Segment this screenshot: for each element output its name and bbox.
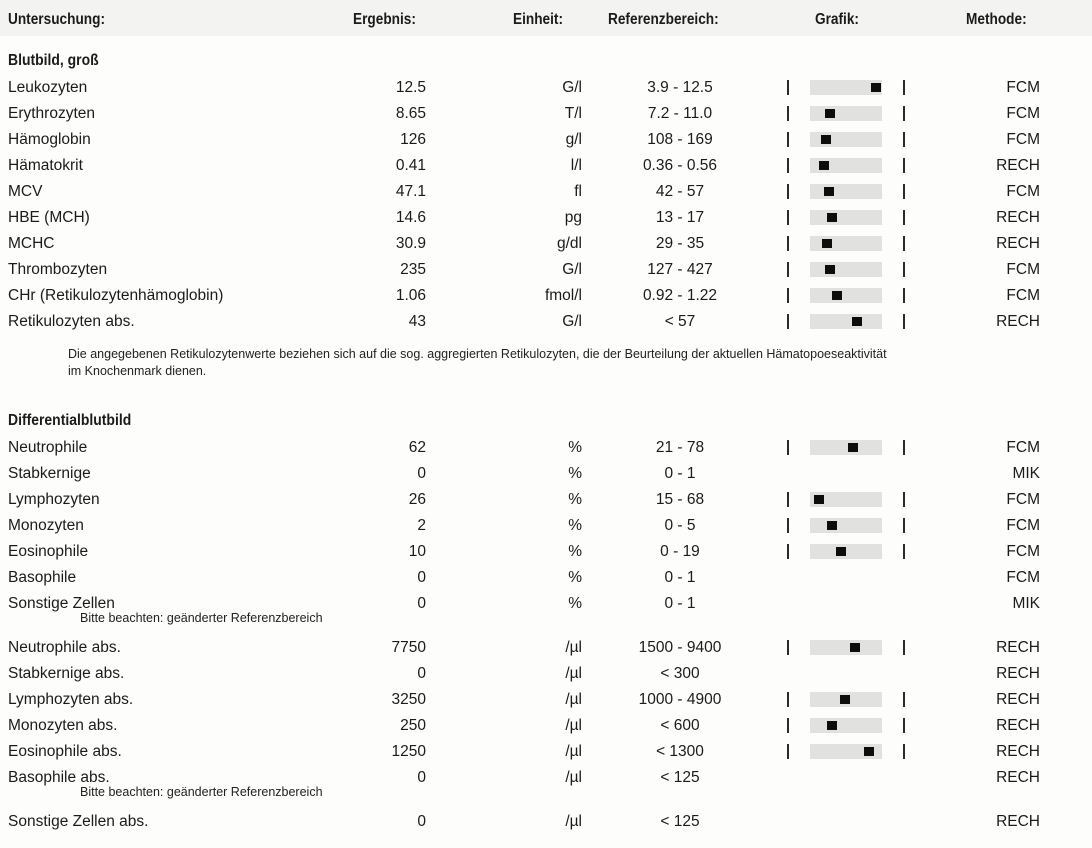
range-bar-right-tick <box>903 744 905 759</box>
row-test-name: Basophile abs. <box>8 769 110 786</box>
row-unit: fmol/l <box>544 287 582 304</box>
row-unit: g/l <box>565 131 582 148</box>
row-reference-range: < 57 <box>664 313 696 330</box>
row-method: RECH <box>996 665 1040 682</box>
row-unit: g/dl <box>557 235 582 252</box>
row-unit: /µl <box>565 813 582 830</box>
row-reference-range: 1500 - 9400 <box>638 639 722 656</box>
row-reference-range: 0 - 5 <box>664 517 696 534</box>
range-bar-right-tick <box>903 544 905 559</box>
row-result-value: 0 <box>417 813 426 830</box>
table-row <box>0 230 1092 256</box>
row-result-value: 47.1 <box>395 183 426 200</box>
range-bar-marker <box>822 239 832 248</box>
range-bar-marker <box>819 161 829 170</box>
row-unit: % <box>568 569 582 586</box>
row-result-value: 0 <box>417 665 426 682</box>
row-method: FCM <box>1006 79 1040 96</box>
range-bar-left-tick <box>787 184 789 199</box>
range-bar-track <box>810 518 882 533</box>
range-bar-right-tick <box>903 640 905 655</box>
range-bar-marker <box>827 721 837 730</box>
row-unit: % <box>568 595 582 612</box>
row-result-value: 12.5 <box>395 79 426 96</box>
section-title: Differentialblutbild <box>8 412 132 429</box>
row-reference-range: 0 - 19 <box>660 543 700 560</box>
range-bar-track <box>810 314 882 329</box>
row-test-name: MCHC <box>8 235 55 252</box>
row-test-name: Hämatokrit <box>8 157 83 174</box>
row-method: RECH <box>996 235 1040 252</box>
range-bar-track <box>810 440 882 455</box>
range-bar-left-tick <box>787 544 789 559</box>
table-row <box>0 256 1092 282</box>
range-bar-left-tick <box>787 210 789 225</box>
row-unit: /µl <box>565 639 582 656</box>
row-unit: % <box>568 491 582 508</box>
row-method: FCM <box>1006 543 1040 560</box>
range-bar-marker <box>825 265 835 274</box>
row-note: Bitte beachten: geänderter Referenzbereich <box>80 611 323 625</box>
row-method: FCM <box>1006 439 1040 456</box>
row-test-name: Monozyten abs. <box>8 717 118 734</box>
row-result-value: 10 <box>408 543 426 560</box>
row-reference-range: 108 - 169 <box>647 131 713 148</box>
table-row <box>0 712 1092 738</box>
section-note: Die angegebenen Retikulozytenwerte beziehen sich auf die sog. aggregierten Retikulozyten, die der Beurteilung der aktuellen Hämatopoeseaktivität im Knochenmark dienen. <box>68 347 887 378</box>
header-methode: Methode: <box>966 11 1027 28</box>
range-bar-left-tick <box>787 132 789 147</box>
row-unit: T/l <box>564 105 582 122</box>
range-bar-right-tick <box>903 288 905 303</box>
range-bar-right-tick <box>903 132 905 147</box>
row-test-name: Lymphozyten <box>8 491 100 508</box>
range-bar-left-tick <box>787 288 789 303</box>
row-method: RECH <box>996 743 1040 760</box>
range-bar-track <box>810 640 882 655</box>
row-reference-range: 0 - 1 <box>664 569 696 586</box>
range-bar-marker <box>852 317 862 326</box>
range-bar-marker <box>836 547 846 556</box>
row-test-name: MCV <box>8 183 43 200</box>
table-row <box>0 126 1092 152</box>
row-reference-range: 0 - 1 <box>664 595 696 612</box>
row-result-value: 1250 <box>391 743 426 760</box>
row-unit: l/l <box>570 157 582 174</box>
row-reference-range: 29 - 35 <box>655 235 705 252</box>
row-result-value: 14.6 <box>395 209 426 226</box>
table-row <box>0 486 1092 512</box>
row-test-name: Sonstige Zellen <box>8 595 115 612</box>
range-bar-marker <box>827 521 837 530</box>
range-bar-marker <box>848 443 858 452</box>
range-bar-right-tick <box>903 692 905 707</box>
range-bar-marker <box>840 695 850 704</box>
row-method: MIK <box>1012 595 1040 612</box>
range-bar-left-tick <box>787 518 789 533</box>
row-test-name: Stabkernige <box>8 465 91 482</box>
section-title: Blutbild, groß <box>8 52 99 69</box>
table-row <box>0 738 1092 764</box>
range-bar-right-tick <box>903 236 905 251</box>
row-result-value: 2 <box>417 517 426 534</box>
row-unit: /µl <box>565 717 582 734</box>
range-bar-left-tick <box>787 492 789 507</box>
row-reference-range: 42 - 57 <box>655 183 705 200</box>
row-unit: % <box>568 439 582 456</box>
table-row <box>0 538 1092 564</box>
row-result-value: 62 <box>408 439 426 456</box>
table-row <box>0 152 1092 178</box>
range-bar-marker <box>832 291 842 300</box>
row-test-name: Thrombozyten <box>8 261 108 278</box>
range-bar-right-tick <box>903 518 905 533</box>
range-bar-left-tick <box>787 640 789 655</box>
range-bar-left-tick <box>787 440 789 455</box>
row-unit: /µl <box>565 665 582 682</box>
row-reference-range: < 600 <box>660 717 700 734</box>
range-bar-left-tick <box>787 106 789 121</box>
row-reference-range: < 300 <box>660 665 700 682</box>
row-test-name: Neutrophile abs. <box>8 639 121 656</box>
range-bar-right-tick <box>903 80 905 95</box>
row-test-name: Lymphozyten abs. <box>8 691 134 708</box>
table-row <box>0 178 1092 204</box>
row-method: FCM <box>1006 517 1040 534</box>
row-method: FCM <box>1006 261 1040 278</box>
row-test-name: Eosinophile <box>8 543 89 560</box>
range-bar-left-tick <box>787 718 789 733</box>
row-unit: G/l <box>562 261 582 278</box>
row-reference-range: 13 - 17 <box>655 209 705 226</box>
range-bar-right-tick <box>903 314 905 329</box>
row-reference-range: 21 - 78 <box>655 439 705 456</box>
row-method: RECH <box>996 717 1040 734</box>
range-bar-marker <box>871 83 881 92</box>
row-result-value: 26 <box>408 491 426 508</box>
row-note: Bitte beachten: geänderter Referenzbereich <box>80 785 323 799</box>
row-method: MIK <box>1012 465 1040 482</box>
row-method: RECH <box>996 157 1040 174</box>
range-bar-right-tick <box>903 210 905 225</box>
range-bar-right-tick <box>903 158 905 173</box>
table-row <box>0 308 1092 334</box>
range-bar-marker <box>864 747 874 756</box>
row-method: FCM <box>1006 287 1040 304</box>
row-result-value: 7750 <box>391 639 426 656</box>
range-bar-track <box>810 544 882 559</box>
row-test-name: HBE (MCH) <box>8 209 90 226</box>
range-bar-track <box>810 262 882 277</box>
row-unit: /µl <box>565 743 582 760</box>
row-result-value: 0 <box>417 465 426 482</box>
table-header <box>0 0 1092 36</box>
row-method: FCM <box>1006 491 1040 508</box>
row-test-name: Retikulozyten abs. <box>8 313 135 330</box>
table-row <box>0 434 1092 460</box>
range-bar-left-tick <box>787 158 789 173</box>
range-bar-marker <box>821 135 831 144</box>
row-result-value: 1.06 <box>395 287 426 304</box>
row-method: FCM <box>1006 183 1040 200</box>
row-test-name: Erythrozyten <box>8 105 96 122</box>
row-reference-range: < 1300 <box>656 743 704 760</box>
table-row <box>0 282 1092 308</box>
row-method: RECH <box>996 813 1040 830</box>
row-test-name: Eosinophile abs. <box>8 743 122 760</box>
range-bar-left-tick <box>787 744 789 759</box>
row-result-value: 250 <box>400 717 426 734</box>
row-method: RECH <box>996 313 1040 330</box>
row-unit: fl <box>574 183 582 200</box>
range-bar-track <box>810 236 882 251</box>
row-unit: % <box>568 465 582 482</box>
row-test-name: Hämoglobin <box>8 131 91 148</box>
row-result-value: 235 <box>400 261 426 278</box>
row-test-name: Stabkernige abs. <box>8 665 125 682</box>
row-reference-range: < 125 <box>660 813 700 830</box>
table-row <box>0 204 1092 230</box>
row-result-value: 0 <box>417 769 426 786</box>
header-einheit: Einheit: <box>513 11 564 28</box>
row-reference-range: 0.92 - 1.22 <box>642 287 718 304</box>
row-method: RECH <box>996 639 1040 656</box>
range-bar-marker <box>824 187 834 196</box>
row-reference-range: 0.36 - 0.56 <box>642 157 718 174</box>
range-bar-marker <box>825 109 835 118</box>
header-untersuchung: Untersuchung: <box>8 11 105 28</box>
row-method: FCM <box>1006 569 1040 586</box>
range-bar-marker <box>850 643 860 652</box>
range-bar-left-tick <box>787 262 789 277</box>
row-reference-range: 0 - 1 <box>664 465 696 482</box>
range-bar-left-tick <box>787 314 789 329</box>
row-unit: /µl <box>565 691 582 708</box>
row-reference-range: 127 - 427 <box>647 261 713 278</box>
header-referenzbereich: Referenzbereich: <box>608 11 719 28</box>
row-result-value: 126 <box>400 131 426 148</box>
row-unit: % <box>568 517 582 534</box>
row-result-value: 8.65 <box>395 105 426 122</box>
table-row <box>0 564 1092 590</box>
table-row <box>0 512 1092 538</box>
row-result-value: 43 <box>408 313 426 330</box>
row-unit: G/l <box>562 313 582 330</box>
header-grafik: Grafik: <box>815 11 859 28</box>
range-bar-left-tick <box>787 236 789 251</box>
row-method: RECH <box>996 769 1040 786</box>
range-bar-right-tick <box>903 492 905 507</box>
range-bar-left-tick <box>787 80 789 95</box>
row-test-name: Leukozyten <box>8 79 88 96</box>
row-method: FCM <box>1006 131 1040 148</box>
row-reference-range: 1000 - 4900 <box>638 691 722 708</box>
range-bar-marker <box>827 213 837 222</box>
range-bar-track <box>810 288 882 303</box>
table-row <box>0 74 1092 100</box>
table-row <box>0 634 1092 660</box>
row-method: RECH <box>996 691 1040 708</box>
range-bar-track <box>810 718 882 733</box>
row-result-value: 0 <box>417 595 426 612</box>
row-test-name: Neutrophile <box>8 439 88 456</box>
range-bar-right-tick <box>903 262 905 277</box>
row-reference-range: < 125 <box>660 769 700 786</box>
row-unit: G/l <box>562 79 582 96</box>
range-bar-right-tick <box>903 106 905 121</box>
row-test-name: CHr (Retikulozytenhämoglobin) <box>8 287 224 304</box>
row-result-value: 0 <box>417 569 426 586</box>
row-unit: pg <box>564 209 582 226</box>
row-reference-range: 7.2 - 11.0 <box>647 105 713 122</box>
table-row <box>0 100 1092 126</box>
header-ergebnis: Ergebnis: <box>353 11 416 28</box>
row-method: RECH <box>996 209 1040 226</box>
row-result-value: 30.9 <box>395 235 426 252</box>
range-bar-marker <box>814 495 824 504</box>
row-reference-range: 15 - 68 <box>655 491 705 508</box>
row-test-name: Monozyten <box>8 517 84 534</box>
range-bar-track <box>810 106 882 121</box>
row-unit: /µl <box>565 769 582 786</box>
row-method: FCM <box>1006 105 1040 122</box>
table-row <box>0 660 1092 686</box>
row-reference-range: 3.9 - 12.5 <box>647 79 713 96</box>
range-bar-left-tick <box>787 692 789 707</box>
row-test-name: Basophile <box>8 569 77 586</box>
range-bar-right-tick <box>903 184 905 199</box>
row-test-name: Sonstige Zellen abs. <box>8 813 149 830</box>
row-result-value: 3250 <box>391 691 426 708</box>
range-bar-track <box>810 210 882 225</box>
range-bar-right-tick <box>903 440 905 455</box>
row-unit: % <box>568 543 582 560</box>
table-row <box>0 808 1092 834</box>
table-row <box>0 460 1092 486</box>
range-bar-track <box>810 184 882 199</box>
range-bar-right-tick <box>903 718 905 733</box>
row-result-value: 0.41 <box>395 157 426 174</box>
table-row <box>0 686 1092 712</box>
